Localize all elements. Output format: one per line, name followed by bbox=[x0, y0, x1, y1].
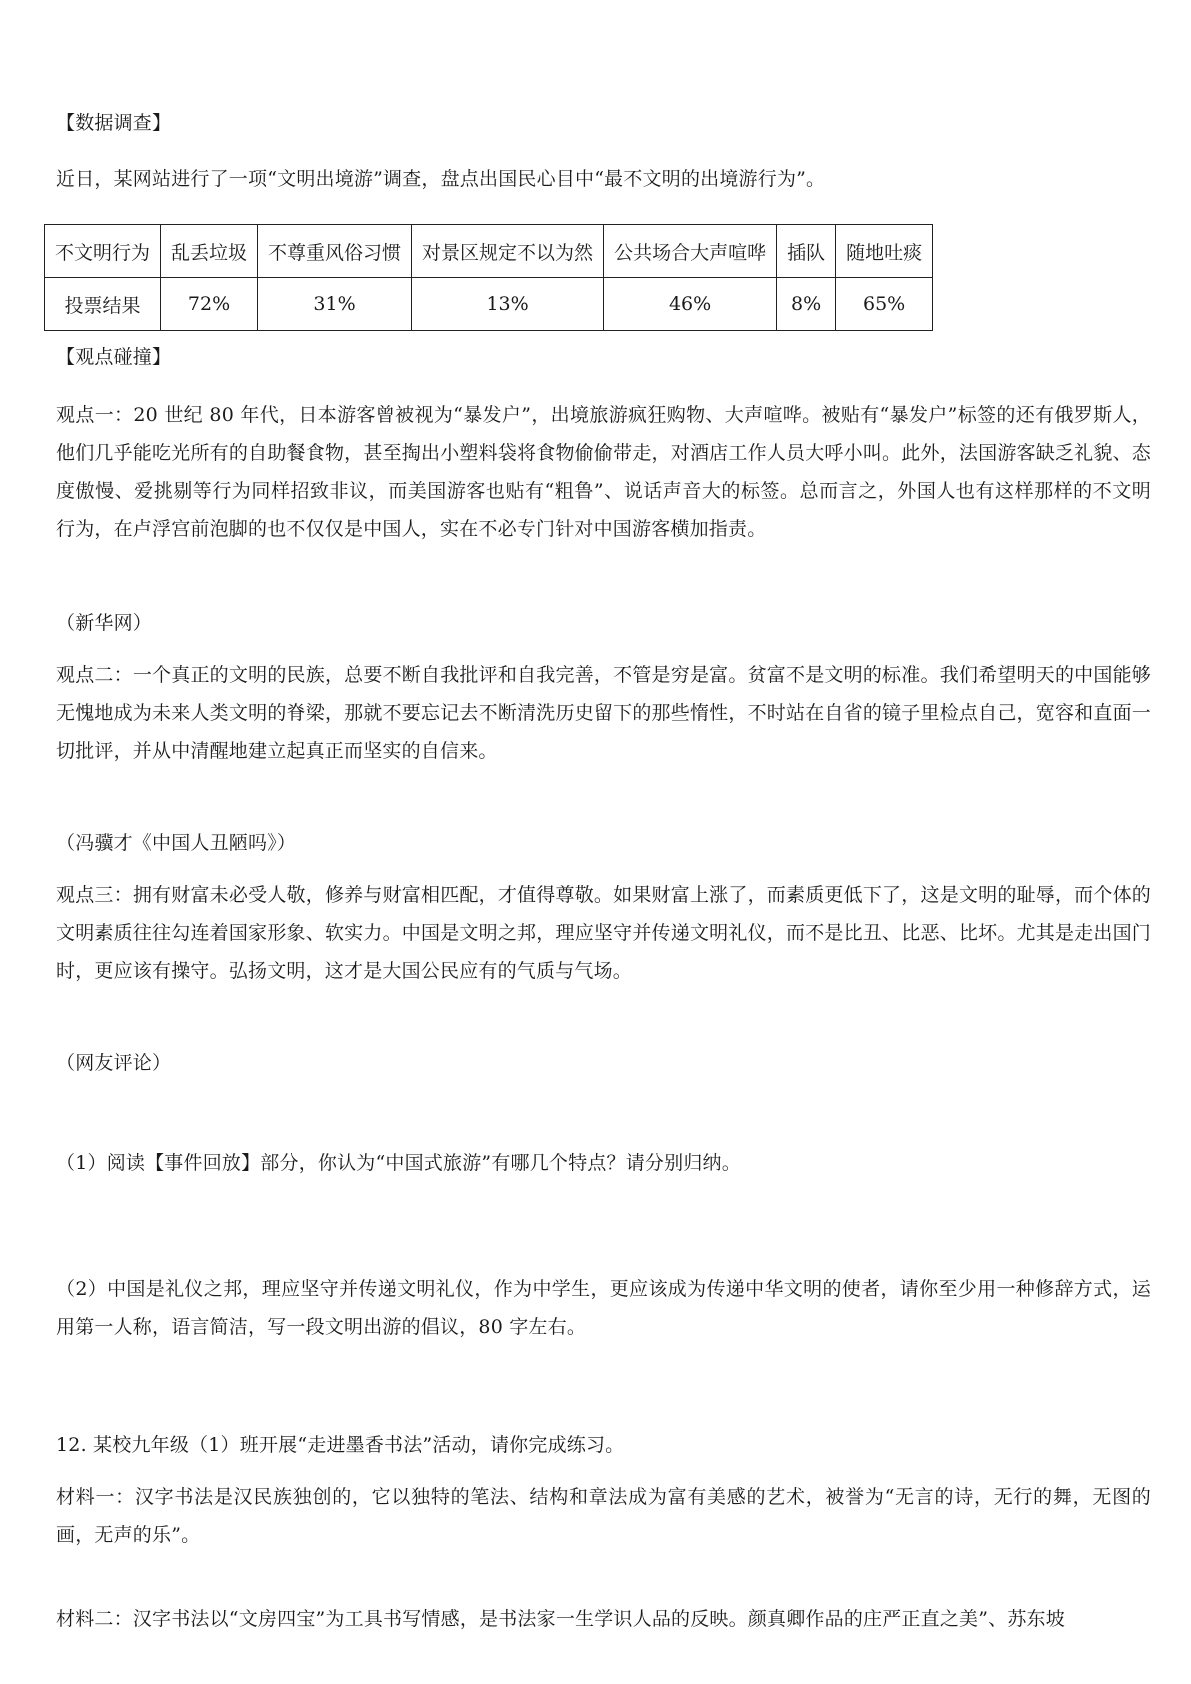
source-netizen: （网友评论） bbox=[56, 1052, 172, 1074]
source-fengjicai: （冯骥才《中国人丑陋吗》） bbox=[56, 832, 297, 854]
table-cell: 8% bbox=[777, 278, 836, 331]
table-cell: 乱丢垃圾 bbox=[161, 225, 258, 278]
question-12: 12. 某校九年级（1）班开展“走进墨香书法”活动，请你完成练习。 bbox=[56, 1434, 625, 1456]
table-cell: 46% bbox=[604, 278, 777, 331]
table-cell: 31% bbox=[258, 278, 412, 331]
table-row bbox=[45, 278, 933, 331]
source-xinhua: （新华网） bbox=[56, 612, 153, 634]
viewpoint-one: 观点一：20 世纪 80 年代，日本游客曾被视为“暴发户”，出境旅游疯狂购物、大声喧哗。被贴有“暴发户”标签的还有俄罗斯人，他们几乎能吃光所有的自助餐食物，甚至掏出小塑料袋将食物偷偷带走，对酒店工作人员大呼小叫。此外，法国游客缺乏礼貌、态度傲慢、爱挑剔等行为同样招致非议，而美国游客也贴有“粗鲁”、说话声音大的标签。总而言之，外国人也有这样那样的不文明行为，在卢浮宫前泡脚的也不仅仅是中国人，实在不必专门针对中国游客横加指责。 bbox=[56, 404, 1151, 540]
question-one: （1）阅读【事件回放】部分，你认为“中国式旅游”有哪几个特点？请分别归纳。 bbox=[56, 1152, 741, 1174]
table-cell: 对景区规定不以为然 bbox=[412, 225, 604, 278]
table-cell: 72% bbox=[161, 278, 258, 331]
viewpoint-two: 观点二：一个真正的文明的民族，总要不断自我批评和自我完善，不管是穷是富。贫富不是文明的标准。我们希望明天的中国能够无愧地成为未来人类文明的脊梁，那就不要忘记去不断清洗历史留下的那些惰性，不时站在自省的镜子里检点自己，宽容和直面一切批评，并从中清醒地建立起真正而坚实的自信来。 bbox=[56, 664, 1151, 762]
table-cell: 13% bbox=[412, 278, 604, 331]
data-survey-heading: 【数据调查】 bbox=[56, 112, 172, 134]
table-cell: 投票结果 bbox=[45, 278, 161, 331]
viewpoint-three: 观点三：拥有财富未必受人敬，修养与财富相匹配，才值得尊敬。如果财富上涨了，而素质更低下了，这是文明的耻辱，而个体的文明素质往往勾连着国家形象、软实力。中国是文明之邦，理应坚守并传递文明礼仪，而不是比丑、比恶、比坏。尤其是走出国门时，更应该有操守。弘扬文明，这才是大国公民应有的气质与气场。 bbox=[56, 884, 1151, 982]
material-one: 材料一：汉字书法是汉民族独创的，它以独特的笔法、结构和章法成为富有美感的艺术，被誉为“无言的诗，无行的舞，无图的画，无声的乐”。 bbox=[56, 1486, 1151, 1546]
table-row bbox=[45, 225, 933, 278]
table-cell: 公共场合大声喧哗 bbox=[604, 225, 777, 278]
table-cell: 65% bbox=[836, 278, 933, 331]
survey-intro: 近日，某网站进行了一项“文明出境游”调查，盘点出国民心目中“最不文明的出境游行为”。 bbox=[56, 168, 826, 190]
table-cell: 不文明行为 bbox=[45, 225, 161, 278]
survey-table bbox=[44, 224, 933, 331]
table-cell: 插队 bbox=[777, 225, 836, 278]
material-two: 材料二：汉字书法以“文房四宝”为工具书写情感，是书法家一生学识人品的反映。颜真卿作品的庄严正直之美”、苏东坡 bbox=[56, 1608, 1065, 1630]
viewpoint-heading: 【观点碰撞】 bbox=[56, 346, 172, 368]
table-cell: 不尊重风俗习惯 bbox=[258, 225, 412, 278]
question-two: （2）中国是礼仪之邦，理应坚守并传递文明礼仪，作为中学生，更应该成为传递中华文明的使者，请你至少用一种修辞方式，运用第一人称，语言简洁，写一段文明出游的倡议，80 字左右。 bbox=[56, 1278, 1151, 1338]
table-cell: 随地吐痰 bbox=[836, 225, 933, 278]
